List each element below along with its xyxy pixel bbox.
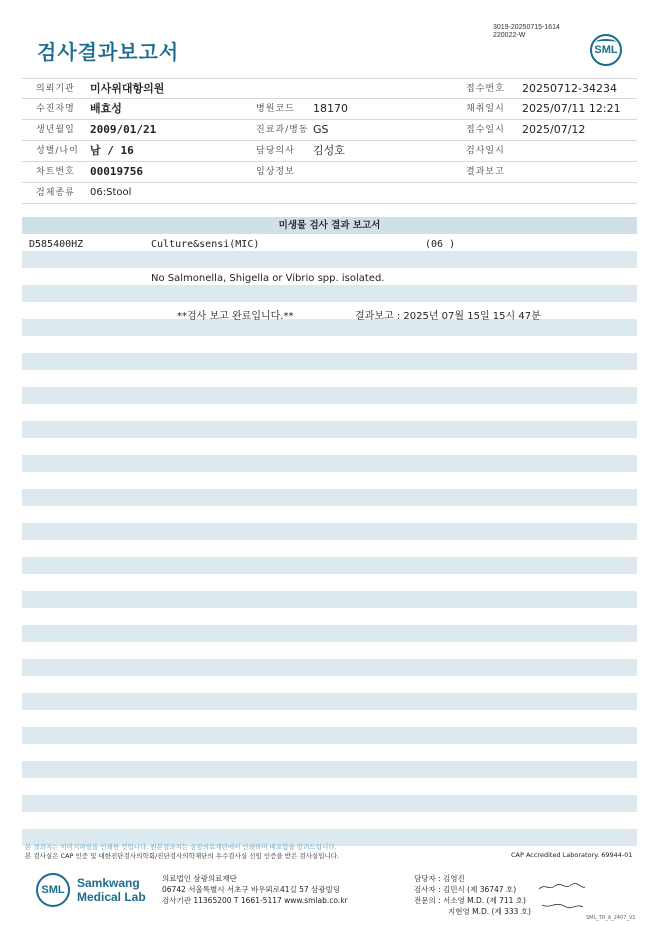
result-stripe <box>22 353 637 370</box>
value-receipt-no: 20250712-34234 <box>522 82 617 95</box>
result-stripe <box>22 557 637 574</box>
footer-brand <box>77 876 146 904</box>
result-section-title: 미생물 검사 결과 보고서 <box>278 220 381 231</box>
value-sex-age: 남 / 16 <box>90 144 134 157</box>
result-stripe <box>22 455 637 472</box>
label-specimen: 검체종류 <box>36 188 75 198</box>
footer-note-image: 본 결과지는 이미지파일을 인쇄한 것입니다. 원본결과지는 삼광의료재단에서 인쇄하여 배포함을 알려드립니다. <box>25 843 337 851</box>
org-name: 의료법인 삼광의료재단 <box>162 874 237 883</box>
cap-accreditation: CAP Accredited Laboratory. 69944-01 <box>511 851 633 859</box>
staff-tester: 검사자 : 김민식 (제 36747 호) <box>414 885 517 894</box>
result-stripe <box>22 727 637 744</box>
label-institution: 의뢰기관 <box>36 84 75 94</box>
footer-organization <box>162 873 348 906</box>
value-institution: 미사위대항의원 <box>90 82 165 95</box>
info-row-patient-name <box>22 99 637 120</box>
report-complete-note: **검사 보고 완료입니다.** <box>177 311 294 322</box>
result-section-header <box>22 217 637 234</box>
patient-info-table <box>22 78 637 204</box>
result-stripe <box>22 421 637 438</box>
result-stripe <box>22 285 637 302</box>
result-stripe <box>22 795 637 812</box>
staff-specialist-2: 지현영 M.D. (제 333 호) <box>448 907 531 916</box>
form-code: SML_TR_A_2407_V1 <box>586 915 636 921</box>
result-stripe <box>22 625 637 642</box>
footer-brand-line2: Medical Lab <box>77 890 146 904</box>
value-hospital-code: 18170 <box>313 102 348 115</box>
document-id-line2: 220022-W <box>493 32 526 39</box>
result-stripe <box>22 489 637 506</box>
info-row-sex-age <box>22 141 637 162</box>
report-time: 결과보고 : 2025년 07월 15일 15시 47분 <box>355 311 541 322</box>
org-contact: 검사기관 11365200 T 1661-5117 www.smlab.co.kr <box>162 896 348 905</box>
test-code: D585400HZ <box>29 239 84 250</box>
footer-staff <box>414 873 531 917</box>
label-receipt-time: 접수일시 <box>466 125 505 135</box>
label-department: 진료과/병동 <box>256 125 309 135</box>
label-result-report: 결과보고 <box>466 167 505 177</box>
result-finding: No Salmonella, Shigella or Vibrio spp. isolated. <box>151 273 385 284</box>
label-chart-no: 차트번호 <box>36 167 75 177</box>
page-title: 검사결과보고서 <box>37 40 180 64</box>
value-receipt-time: 2025/07/12 <box>522 123 586 136</box>
value-collection-time: 2025/07/11 12:21 <box>522 102 621 115</box>
label-physician: 담당의사 <box>256 146 295 156</box>
signature-icon <box>540 899 585 911</box>
result-area <box>22 217 637 846</box>
samkwang-logo-icon <box>36 873 70 907</box>
info-row-birthdate <box>22 120 637 141</box>
footer-logo-text: SML <box>41 884 65 896</box>
label-receipt-no: 접수번호 <box>466 84 505 94</box>
info-row-chart-no <box>22 162 637 183</box>
label-collection-time: 채취일시 <box>466 104 505 114</box>
label-sex-age: 성별/나이 <box>36 146 79 156</box>
value-patient-name: 배효성 <box>90 102 122 115</box>
result-stripe <box>22 761 637 778</box>
document-id-line1: 3019-20250715-1614 <box>493 24 560 31</box>
test-name: Culture&sensi(MIC) <box>151 239 260 250</box>
value-chart-no: 00019756 <box>90 165 143 178</box>
result-stripe <box>22 319 637 336</box>
result-stripe <box>22 659 637 676</box>
value-birthdate: 2009/01/21 <box>90 123 157 136</box>
value-physician: 김성호 <box>313 144 345 157</box>
staff-specialist-1: 전문의 : 서소영 M.D. (제 711 호) <box>414 896 526 905</box>
footer-note-certification: 본 검사실은 CAP 인증 및 대한진단검사의학회/진단검사의학재단의 우수검사실 신임 인증을 받은 검사실입니다. <box>25 852 340 860</box>
result-stripe <box>22 693 637 710</box>
specimen-code: (06 ) <box>425 239 456 250</box>
label-patient-name: 수진자명 <box>36 104 75 114</box>
footer-brand-line1: Samkwang <box>77 876 140 890</box>
result-stripe <box>22 251 637 268</box>
info-row-specimen <box>22 183 637 204</box>
info-row-institution <box>22 78 637 99</box>
sml-logo-text: SML <box>594 44 618 56</box>
document-id <box>493 24 560 40</box>
label-clinical-info: 임상정보 <box>256 167 295 177</box>
signature-icon <box>537 881 587 893</box>
label-birthdate: 생년월일 <box>36 125 75 135</box>
result-stripe <box>22 387 637 404</box>
staff-manager: 담당자 : 김영진 <box>414 874 465 883</box>
value-specimen: 06:Stool <box>90 187 132 198</box>
sml-logo-icon <box>590 34 622 66</box>
result-stripe <box>22 591 637 608</box>
label-hospital-code: 병원코드 <box>256 104 295 114</box>
label-test-time: 검사일시 <box>466 146 505 156</box>
value-department: GS <box>313 123 329 136</box>
result-stripe <box>22 523 637 540</box>
org-address: 06742 서울특별시 서초구 바우뫼로41길 57 삼광빌딩 <box>162 885 341 894</box>
